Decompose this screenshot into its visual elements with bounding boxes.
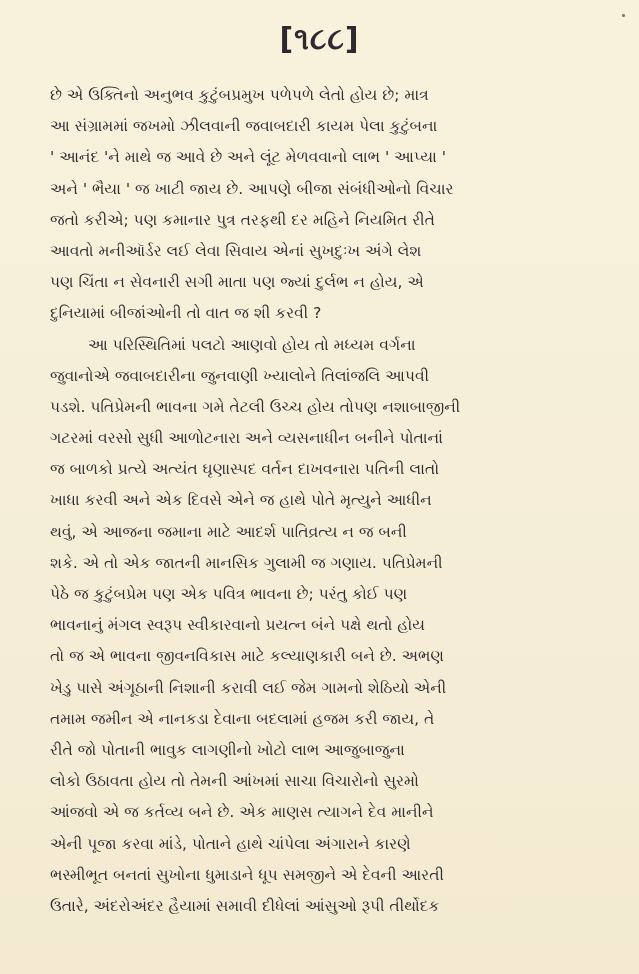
paragraph-start-line: આ પરિસ્થિતિમાં પલટો આણવો હોય તો મધ્યમ વર્ગના bbox=[88, 335, 416, 354]
text-line: તો જ એ ભાવના જીવનવિકાસ માટે કલ્યાણકારી બને છે. અભણ bbox=[50, 647, 444, 666]
text-line: છે એ ઉક્તિનો અનુભવ કુટુંબપ્રમુખ પળેપળે લેતો હોય છે; માત્ર bbox=[50, 86, 429, 104]
text-line: ગટરમાં વરસો સુધી આળોટનારા અને વ્યસનાધીન બનીને પોતાનાં bbox=[50, 429, 443, 448]
page-speck bbox=[622, 14, 625, 17]
text-line: રીતે જો પોતાની ભાવુક લાગણીનો ખોટો લાભ આજુબાજુના bbox=[50, 740, 405, 759]
text-line: એની પૂજા કરવા માંડે, પોતાને હાથે ચાંપેલા અંગારાને કારણે bbox=[50, 834, 411, 853]
body-text bbox=[50, 80, 598, 922]
text-line: પડશે. પતિપ્રેમની ભાવના ગમે તેટલી ઉચ્ચ હોય તોપણ નશાબાજીની bbox=[50, 397, 461, 416]
text-line: આવતો મનીઑર્ડર લઈ લેવા સિવાય એનાં સુખદુઃખ અંગે લેશ bbox=[50, 241, 422, 260]
text-line: ભાવનાનું મંગલ સ્વરૂપ સ્વીકારવાનો પ્રયત્ન બંને પક્ષે થતો હોય bbox=[50, 616, 425, 635]
text-line: ખેડુ પાસે અંગૂઠાની નિશાની કરાવી લઈ જેમ ગામનો શેઠિયો એની bbox=[50, 678, 447, 697]
text-line: ભસ્મીભૂત બનતાં સુખોના ધુમાડાને ધૂપ સમજીને એ દેવની આરતી bbox=[50, 865, 444, 884]
text-line: થવું, એ આજના જમાના માટે આદર્શ પાતિવ્રત્ય ન જ બની bbox=[50, 522, 407, 541]
text-line: શકે. એ તો એક જાતની માનસિક ગુલામી જ ગણાય. પતિપ્રેમની bbox=[50, 553, 443, 572]
text-line: આ સંગ્રામમાં જખમો ઝીલવાની જવાબદારી કાયમ પેલા કુટુંબના bbox=[50, 117, 438, 136]
text-line: ઉતારે, અંદરોઅંદર હૈયામાં સમાવી દીધેલાં આંસુઓ રૂપી તીર્થોદક bbox=[50, 896, 440, 915]
text-line: ' આનંદ 'ને માથે જ આવે છે અને લૂંટ મેળવવાનો લાભ ' આપ્યા ' bbox=[50, 148, 447, 167]
text-line: જ બાળકો પ્રત્યે અત્યંત ઘૃણાસ્પદ વર્તન દાખવનારા પતિની લાતો bbox=[50, 460, 440, 479]
text-line: જતો કરીએ; પણ કમાનાર પુત્ર તરફથી દર મહિને નિયમિત રીતે bbox=[50, 210, 435, 229]
text-line: પણ ચિંતા ન સેવનારી સગી માતા પણ જ્યાં દુર્લભ ન હોય, એ bbox=[50, 273, 424, 292]
text-line: પેઠે જ કુટુંબપ્રેમ પણ એક પવિત્ર ભાવના છે; પરંતુ કોઈ પણ bbox=[50, 585, 408, 603]
text-line: અને ' ભૈયા ' જ ખાટી જાય છે. આપણે બીજા સંબંધીઓનો વિચાર bbox=[50, 179, 454, 198]
text-line: જુવાનોએ જવાબદારીના જુનવાણી ખ્યાલોને તિલાંજલિ આપવી bbox=[50, 366, 430, 385]
text-line: આંજવો એ જ કર્તવ્ય બને છે. એક માણસ ત્યાગને દેવ માનીને bbox=[50, 803, 434, 822]
text-line: તમામ જમીન એ નાનકડા દેવાના બદલામાં હજમ કરી જાય, તે bbox=[50, 709, 435, 728]
text-line: લોકો ઉઠાવતા હોય તો તેમની આંખમાં સાચા વિચારોનો સુરમો bbox=[50, 772, 419, 791]
text-line: ખાધા કરવી અને એક દિવસે એને જ હાથે પોતે મૃત્યુને આધીન bbox=[50, 491, 432, 510]
page-number: [૧૮૮] bbox=[279, 22, 360, 57]
text-line: દુનિયામાં બીજાંઓની તો વાત જ શી કરવી ? bbox=[50, 304, 322, 323]
